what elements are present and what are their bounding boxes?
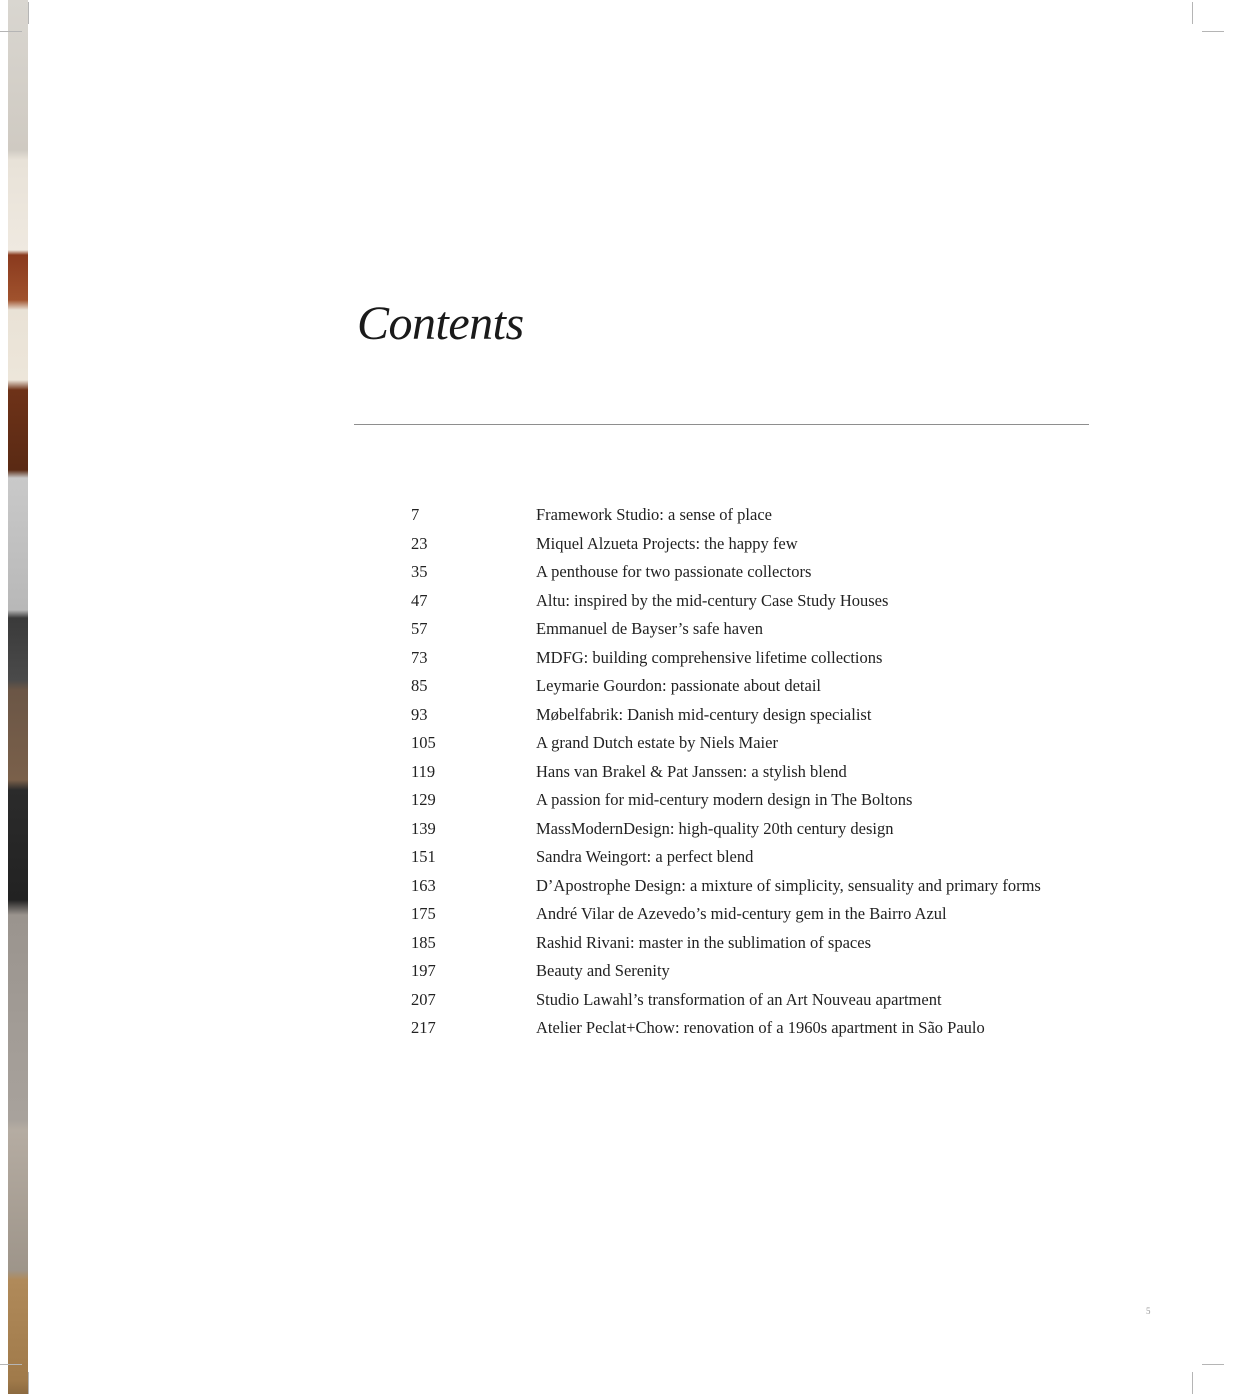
page-title: Contents (357, 297, 524, 350)
toc-entry-title: A passion for mid-century modern design in The Boltons (536, 790, 913, 809)
toc-entry-page-number: 7 (411, 505, 420, 524)
crop-mark-bottom-left-h (0, 1364, 22, 1365)
crop-mark-top-right-v (1192, 2, 1193, 24)
toc-entry-page-number: 85 (411, 676, 428, 695)
toc-entry-title: Framework Studio: a sense of place (536, 505, 772, 524)
toc-entry[interactable] (0, 758, 1248, 787)
toc-entry-page-number: 151 (411, 847, 436, 866)
toc-entry-title: Beauty and Serenity (536, 961, 670, 980)
crop-mark-bottom-right-h (1202, 1364, 1224, 1365)
toc-entry-title: MassModernDesign: high-quality 20th century design (536, 818, 894, 838)
toc-entry-title: Hans van Brakel & Pat Janssen: a stylish blend (536, 761, 847, 781)
toc-entry-title: Rashid Rivani: master in the sublimation of spaces (536, 932, 871, 952)
toc-entry-title: Studio Lawahl’s transformation of an Art Nouveau apartment (536, 989, 942, 1009)
toc-entry-title: Altu: inspired by the mid-century Case Study Houses (536, 590, 889, 610)
toc-entry-page-number: 197 (411, 961, 436, 980)
toc-entry[interactable] (0, 558, 1248, 587)
toc-entry-title: MDFG: building comprehensive lifetime collections (536, 647, 883, 667)
toc-entry[interactable] (0, 786, 1248, 815)
toc-entry-title: André Vilar de Azevedo’s mid-century gem in the Bairro Azul (536, 904, 947, 923)
toc-entry-title: Atelier Peclat+Chow: renovation of a 1960s apartment in São Paulo (536, 1018, 985, 1037)
toc-entry-page-number: 105 (411, 733, 436, 752)
toc-entry[interactable] (0, 587, 1248, 616)
toc-entry-title: Miquel Alzueta Projects: the happy few (536, 533, 798, 553)
toc-entry[interactable] (0, 729, 1248, 758)
table-of-contents (0, 501, 1248, 1043)
toc-entry[interactable] (0, 530, 1248, 559)
toc-entry[interactable] (0, 957, 1248, 986)
toc-entry[interactable] (0, 672, 1248, 701)
toc-entry[interactable] (0, 986, 1248, 1015)
toc-entry-title: Emmanuel de Bayser’s safe haven (536, 619, 763, 638)
toc-entry-page-number: 175 (411, 904, 436, 923)
toc-entry[interactable] (0, 1014, 1248, 1043)
toc-entry-title: A grand Dutch estate by Niels Maier (536, 733, 778, 752)
toc-entry[interactable] (0, 701, 1248, 730)
toc-entry-page-number: 163 (411, 875, 436, 895)
page-number: 5 (1146, 1306, 1151, 1316)
toc-entry-page-number: 35 (411, 562, 428, 581)
toc-entry[interactable] (0, 644, 1248, 673)
toc-entry-page-number: 185 (411, 932, 436, 952)
toc-entry[interactable] (0, 501, 1248, 530)
toc-entry[interactable] (0, 843, 1248, 872)
crop-mark-top-left-v (28, 2, 29, 24)
toc-entry-title: Møbelfabrik: Danish mid-century design specialist (536, 704, 872, 724)
toc-entry[interactable] (0, 929, 1248, 958)
toc-entry-page-number: 23 (411, 533, 428, 553)
toc-entry-page-number: 57 (411, 619, 428, 638)
toc-entry-title: A penthouse for two passionate collectors (536, 562, 812, 581)
toc-entry-page-number: 217 (411, 1018, 436, 1037)
toc-entry-title: Sandra Weingort: a perfect blend (536, 847, 754, 866)
toc-entry-page-number: 119 (411, 761, 436, 781)
toc-entry-page-number: 47 (411, 590, 428, 610)
crop-mark-bottom-right-v (1192, 1372, 1193, 1394)
toc-entry[interactable] (0, 872, 1248, 901)
toc-entry-page-number: 93 (411, 704, 428, 724)
toc-entry-page-number: 139 (411, 818, 436, 838)
toc-entry-page-number: 129 (411, 790, 436, 809)
toc-entry-page-number: 73 (411, 647, 428, 667)
crop-mark-top-right-h (1202, 31, 1224, 32)
toc-entry-page-number: 207 (411, 989, 436, 1009)
toc-entry[interactable] (0, 615, 1248, 644)
crop-mark-top-left-h (0, 31, 22, 32)
toc-entry-title: Leymarie Gourdon: passionate about detail (536, 676, 821, 695)
toc-entry-title: D’Apostrophe Design: a mixture of simplicity, sensuality and primary forms (536, 875, 1041, 895)
toc-entry[interactable] (0, 900, 1248, 929)
title-divider (354, 424, 1089, 425)
crop-mark-bottom-left-v (28, 1372, 29, 1394)
toc-entry[interactable] (0, 815, 1248, 844)
